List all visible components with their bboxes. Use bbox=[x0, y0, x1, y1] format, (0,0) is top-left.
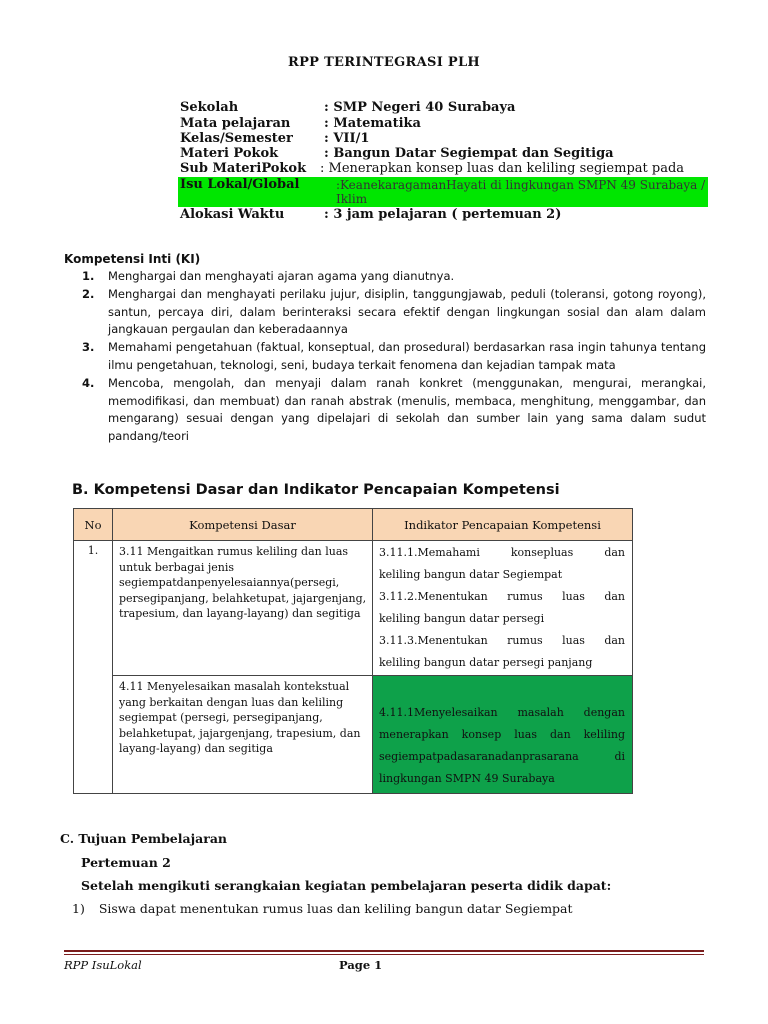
info-value: : VII/1 bbox=[324, 131, 370, 146]
ki-item-number: 1. bbox=[82, 269, 95, 283]
document-title: RPP TERINTEGRASI PLH bbox=[288, 55, 480, 70]
objective-item-text: Siswa dapat menentukan rumus luas dan keliling bangun datar Segiempat bbox=[98, 901, 573, 916]
info-row-topic bbox=[178, 146, 708, 162]
ki-heading: Kompetensi Inti (KI) bbox=[64, 252, 201, 266]
indicator-line: lingkungan SMPN 49 Surabaya bbox=[379, 772, 555, 785]
section-b-heading: B. Kompetensi Dasar dan Indikator Pencapaian Kompetensi bbox=[72, 482, 560, 498]
table-row bbox=[74, 676, 633, 794]
local-issue-value bbox=[336, 178, 705, 206]
info-row-time bbox=[178, 207, 708, 223]
indicator-line: keliling bangun datar Segiempat bbox=[379, 568, 563, 581]
indicator-cell-highlight bbox=[373, 676, 633, 794]
ki-item-number: 2. bbox=[82, 286, 95, 301]
info-label: Sub MateriPokok bbox=[180, 161, 307, 176]
row-number: 1. bbox=[74, 541, 113, 794]
info-label: Mata pelajaran bbox=[180, 116, 291, 131]
ki-item bbox=[78, 339, 706, 375]
ki-item-text: Memahami pengetahuan (faktual, konseptual, dan prosedural) berdasarkan rasa ingin tahunya tentang ilmu pengetahuan, teknologi, seni, budaya terkait fenomena dan kejadian tampak mata bbox=[108, 340, 706, 372]
kd-text: 3.11 Mengaitkan rumus keliling dan luas untuk berbagai jenis segiempatdanpenyelesaiannya(persegi, persegipanjang, belahketupat, jajargenjang, trapesium, dan layang-layang) dan segitiga bbox=[119, 545, 367, 620]
info-label: Alokasi Waktu bbox=[180, 207, 285, 222]
objective-item bbox=[72, 901, 573, 916]
col-header-no: No bbox=[74, 509, 113, 541]
footer-page-number: Page 1 bbox=[339, 958, 383, 972]
ki-item-number: 4. bbox=[82, 375, 95, 390]
ki-item-number: 3. bbox=[82, 340, 95, 355]
footer-rule-thin bbox=[64, 954, 704, 955]
ki-item-text: Menghargai dan menghayati ajaran agama yang dianutnya. bbox=[108, 269, 455, 283]
table-header-row bbox=[74, 509, 633, 541]
info-label: Sekolah bbox=[180, 100, 239, 115]
section-c-heading: C. Tujuan Pembelajaran bbox=[60, 831, 228, 846]
ki-item bbox=[78, 268, 706, 286]
ki-item-text: Mencoba, mengolah, dan menyaji dalam ranah konkret (menggunakan, mengurai, merangkai, memodifikasi, dan membuat) dan ranah abstrak (menulis, membaca, menghitung, menggambar, dan mengarang) sesuai dengan yang dipelajari di sekolah dan sumber lain yang sama dalam sudut pandang/teori bbox=[108, 375, 706, 444]
indicator-line: 4.11.1Menyelesaikan masalah dengan bbox=[379, 706, 625, 719]
meeting-label: Pertemuan 2 bbox=[81, 855, 171, 870]
indicator-list bbox=[374, 702, 631, 792]
local-issue-line: Iklim bbox=[336, 192, 368, 206]
info-label: Isu Lokal/Global bbox=[180, 177, 300, 192]
local-issue-line: :KeanekaragamanHayati di lingkungan SMPN 49 Surabaya / bbox=[336, 178, 706, 192]
kd-cell bbox=[113, 541, 373, 676]
indicator-line: keliling bangun datar persegi bbox=[379, 612, 545, 625]
info-label: Materi Pokok bbox=[180, 146, 279, 161]
indicator-line: 3.11.2.Menentukan rumus luas dan bbox=[379, 590, 625, 603]
col-header-indicator: Indikator Pencapaian Kompetensi bbox=[373, 509, 633, 541]
indicator-cell bbox=[373, 541, 633, 676]
info-label: Kelas/Semester bbox=[180, 131, 293, 146]
info-value: : Matematika bbox=[324, 116, 421, 131]
footer-doc-name: RPP IsuLokal bbox=[64, 958, 142, 972]
info-row-class bbox=[178, 131, 708, 147]
kd-text: 4.11 Menyelesaikan masalah kontekstual yang berkaitan dengan luas dan keliling segiempat (persegi, persegipanjang, belahketupat, jajargenjang, trapesium, dan layang-layang) dan segitiga bbox=[119, 680, 361, 755]
indicator-line: keliling bangun datar persegi panjang bbox=[379, 656, 593, 669]
indicator-line: 3.11.3.Menentukan rumus luas dan bbox=[379, 634, 625, 647]
info-value: : 3 jam pelajaran ( pertemuan 2) bbox=[324, 207, 562, 222]
info-row-subtopic bbox=[178, 161, 708, 177]
ki-list bbox=[78, 268, 706, 446]
indicator-list bbox=[374, 542, 631, 674]
info-value: : Bangun Datar Segiempat dan Segitiga bbox=[324, 146, 614, 161]
objective-item-number: 1) bbox=[72, 901, 85, 916]
indicator-line: segiempatpadasaranadanprasarana di bbox=[379, 750, 625, 763]
info-row-school bbox=[178, 100, 708, 116]
info-row-subject bbox=[178, 116, 708, 132]
kd-cell bbox=[113, 676, 373, 794]
col-header-kd: Kompetensi Dasar bbox=[113, 509, 373, 541]
info-value: : SMP Negeri 40 Surabaya bbox=[324, 100, 516, 115]
indicator-line: menerapkan konsep luas dan keliling bbox=[379, 728, 625, 741]
competency-table bbox=[73, 508, 633, 794]
ki-item bbox=[78, 286, 706, 339]
table-row bbox=[74, 541, 633, 676]
objective-intro: Setelah mengikuti serangkaian kegiatan pembelajaran peserta didik dapat: bbox=[81, 878, 612, 893]
indicator-line: 3.11.1.Memahami konsepluas dan bbox=[379, 546, 625, 559]
ki-item-text: Menghargai dan menghayati perilaku jujur, disiplin, tanggungjawab, peduli (toleransi, gotong royong), santun, percaya diri, dalam berinteraksi secara efektif dengan lingkungan sosial dan alam dalam jangkauan pergaulan dan keberadaannya bbox=[108, 286, 706, 337]
info-value: : Menerapkan konsep luas dan keliling segiempat pada bbox=[320, 161, 685, 176]
footer-rule bbox=[64, 950, 704, 952]
ki-item bbox=[78, 375, 706, 446]
